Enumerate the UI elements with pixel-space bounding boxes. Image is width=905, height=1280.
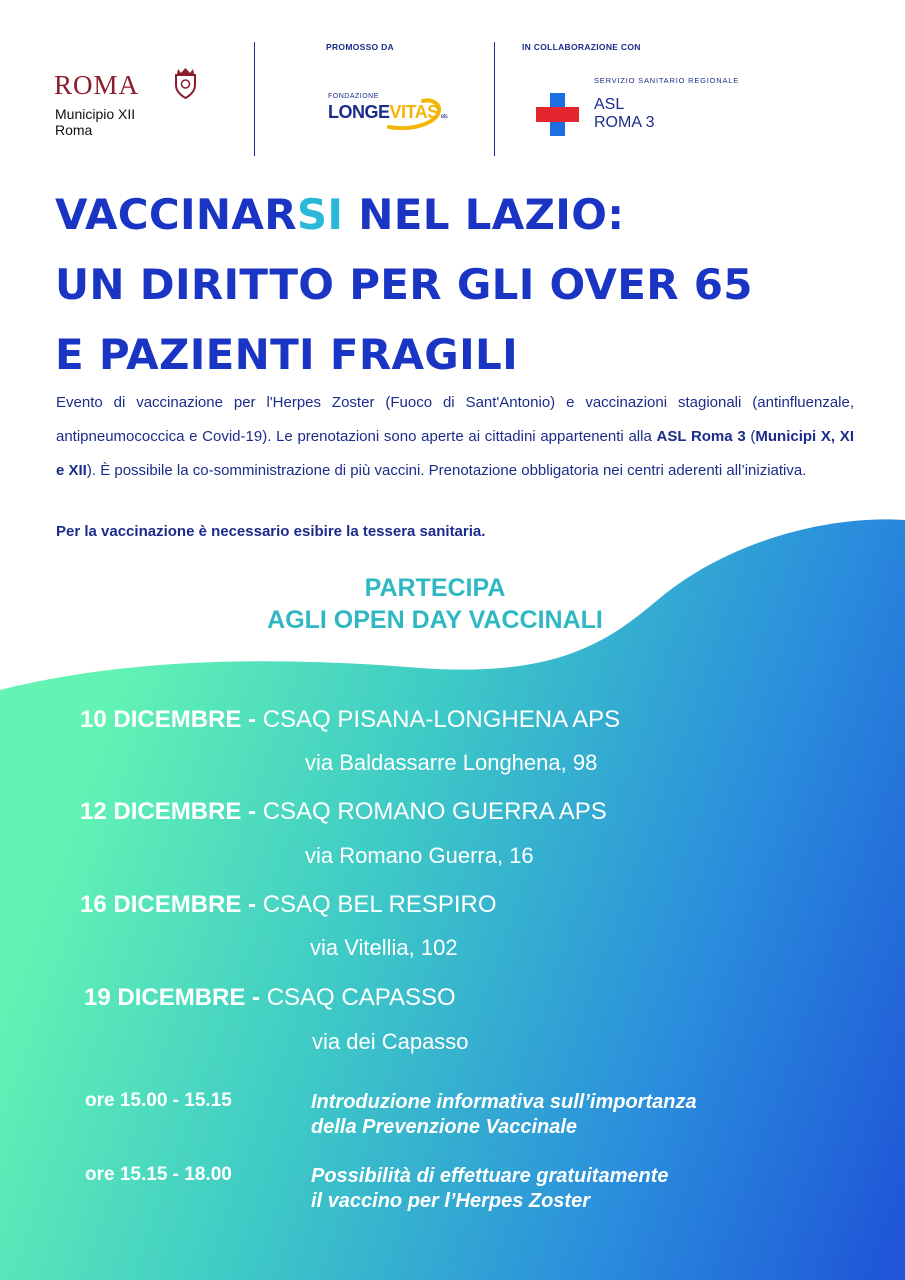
longevitas-wordmark <box>328 102 447 123</box>
event-date: 16 DICEMBRE - <box>80 891 263 918</box>
page-title <box>55 180 885 390</box>
intro-text: ). È possibile la co-somministrazione di più vaccini. Prenotazione obbligatoria nei centri aderenti all’iniziativa. <box>86 462 807 479</box>
collaboration-label: IN COLLABORAZIONE CON <box>522 42 641 52</box>
event-date: 12 DICEMBRE - <box>80 798 263 825</box>
schedule-desc-line: Introduzione informativa sull’importanza <box>311 1091 697 1113</box>
event-address: via Baldassarre Longhena, 98 <box>305 750 598 775</box>
intro-paragraph <box>56 386 854 488</box>
header-divider <box>254 42 255 156</box>
municipio-label <box>55 106 135 138</box>
asl-name <box>594 96 654 132</box>
title-accent: SI <box>296 190 344 239</box>
header-divider <box>494 42 495 156</box>
promoted-by-label: PROMOSSO DA <box>326 42 395 52</box>
title-part: VACCINAR <box>55 190 297 239</box>
roma-crest-icon <box>172 67 199 99</box>
event-date: 10 DICEMBRE - <box>80 706 263 733</box>
event-address: via Romano Guerra, 16 <box>305 843 534 868</box>
fondazione-longevitas-logo <box>328 93 448 131</box>
title-part: NEL LAZIO: <box>343 190 625 239</box>
event-place: CSAQ BEL RESPIRO <box>262 891 497 918</box>
event-item <box>80 706 620 734</box>
asl-line1: ASL <box>594 96 625 113</box>
partecipa-line1: PARTECIPA <box>364 574 506 602</box>
roma-logo-wordmark: ROMA <box>54 70 140 100</box>
longevitas-suffix: ets <box>440 114 448 120</box>
title-line-1 <box>55 180 885 250</box>
event-place: CSAQ ROMANO GUERRA APS <box>262 798 607 825</box>
event-item <box>80 891 497 919</box>
intro-municipi: Municipi X, XI e XII <box>56 428 854 479</box>
schedule-desc-line: Possibilità di effettuare gratuitamente <box>311 1165 669 1187</box>
schedule-description <box>311 1090 697 1140</box>
intro-bold-note: Per la vaccinazione è necessario esibire la tessera sanitaria. <box>56 523 486 540</box>
fondazione-small-text: FONDAZIONE <box>328 93 379 100</box>
schedule-description <box>311 1164 669 1214</box>
event-item <box>84 984 456 1012</box>
municipio-line1: Municipio XII <box>55 106 136 122</box>
event-item <box>80 798 607 826</box>
schedule-time: ore 15.15 - 18.00 <box>85 1164 232 1185</box>
event-address: via Vitellia, 102 <box>310 935 458 960</box>
municipio-line2: Roma <box>55 122 93 138</box>
partecipa-line2: AGLI OPEN DAY VACCINALI <box>267 606 603 634</box>
asl-line2: ROMA 3 <box>594 114 655 131</box>
schedule-desc-line: della Prevenzione Vaccinale <box>311 1116 578 1138</box>
partecipa-heading <box>120 572 750 636</box>
health-cross-icon <box>536 93 579 136</box>
intro-text: ( <box>745 428 756 445</box>
header <box>0 0 905 165</box>
intro-asl: ASL Roma 3 <box>656 428 746 445</box>
intro-text: Evento di vaccinazione per l'Herpes Zoster (Fuoco di Sant'Antonio) e vaccinazioni stagionali (antinfluenzale, antipneumococcica e Covid-19). Le prenotazioni sono aperte ai cittadini appartenenti alla <box>56 394 854 445</box>
event-place: CSAQ PISANA-LONGHENA APS <box>262 706 621 733</box>
title-line-3: E PAZIENTI FRAGILI <box>55 330 518 379</box>
event-address: via dei Capasso <box>312 1029 469 1054</box>
event-place: CSAQ CAPASSO <box>266 984 456 1011</box>
schedule-desc-line: il vaccino per l’Herpes Zoster <box>311 1190 590 1212</box>
asl-service-label: SERVIZIO SANITARIO REGIONALE <box>594 76 740 85</box>
event-date: 19 DICEMBRE - <box>84 984 267 1011</box>
longevitas-part1: LONGE <box>328 102 390 122</box>
schedule-time: ore 15.00 - 15.15 <box>85 1090 232 1111</box>
title-line-2: UN DIRITTO PER GLI OVER 65 <box>55 260 753 309</box>
longevitas-part2: VITAS <box>389 102 439 122</box>
